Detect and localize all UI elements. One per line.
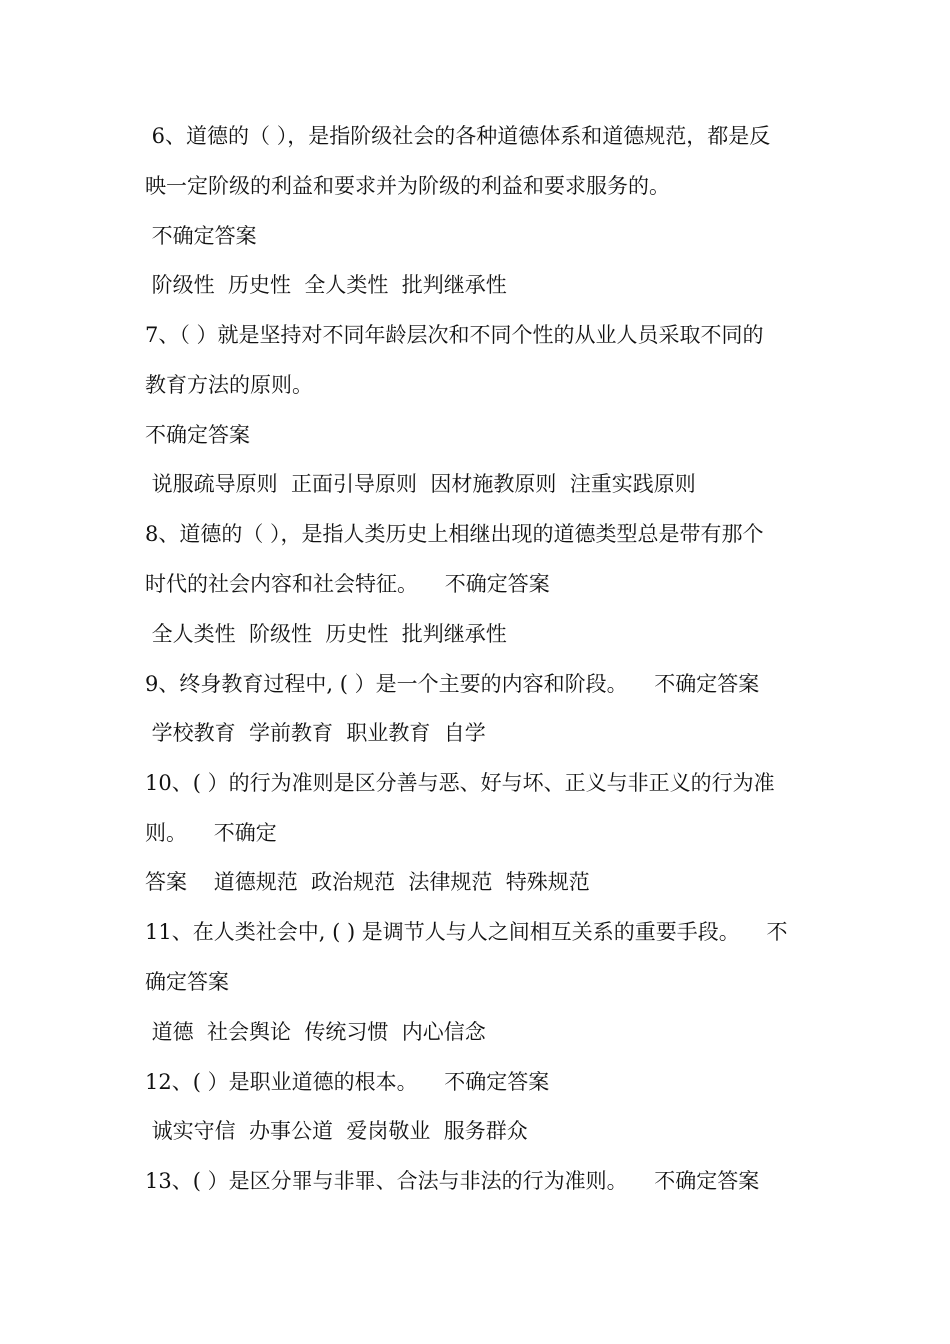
question-6-line-1: 6、道德的（ ），是指阶级社会的各种道德体系和道德规范，都是反 <box>145 124 771 148</box>
question-6-line-2: 映一定阶级的利益和要求并为阶级的利益和要求服务的。 <box>145 174 670 198</box>
question-9-line-1: 9、终身教育过程中, ( ）是一个主要的内容和阶段。 不确定答案 <box>145 672 760 696</box>
question-6-answer-label: 不确定答案 <box>145 224 257 248</box>
question-7-answer-label: 不确定答案 <box>145 423 250 447</box>
question-11-line-1: 11、在人类社会中, ( ) 是调节人与人之间相互关系的重要手段。 不 <box>145 920 788 944</box>
question-8-options: 全人类性 阶级性 历史性 批判继承性 <box>145 622 507 646</box>
question-8-line-2: 时代的社会内容和社会特征。 不确定答案 <box>145 572 550 596</box>
question-6-options: 阶级性 历史性 全人类性 批判继承性 <box>145 273 507 297</box>
question-10-line-2: 则。 不确定 <box>145 821 277 845</box>
question-7-line-2: 教育方法的原则。 <box>145 373 313 397</box>
question-7-line-1: 7、（ ）就是坚持对不同年龄层次和不同个性的从业人员采取不同的 <box>145 323 764 347</box>
question-7-options: 说服疏导原则 正面引导原则 因材施教原则 注重实践原则 <box>145 472 696 496</box>
question-11-options: 道德 社会舆论 传统习惯 内心信念 <box>145 1020 486 1044</box>
question-10-line-1: 10、( ）的行为准则是区分善与恶、好与坏、正义与非正义的行为准 <box>145 771 775 795</box>
question-12-options: 诚实守信 办事公道 爱岗敬业 服务群众 <box>145 1119 528 1143</box>
question-9-options: 学校教育 学前教育 职业教育 自学 <box>145 721 486 745</box>
question-13-line-1: 13、( ）是区分罪与非罪、合法与非法的行为准则。 不确定答案 <box>145 1169 760 1193</box>
question-11-line-2: 确定答案 <box>145 970 229 994</box>
question-12-line-1: 12、( ）是职业道德的根本。 不确定答案 <box>145 1070 550 1094</box>
question-8-line-1: 8、道德的（ ），是指人类历史上相继出现的道德类型总是带有那个 <box>145 522 764 546</box>
question-10-options: 答案 道德规范 政治规范 法律规范 特殊规范 <box>145 870 590 894</box>
